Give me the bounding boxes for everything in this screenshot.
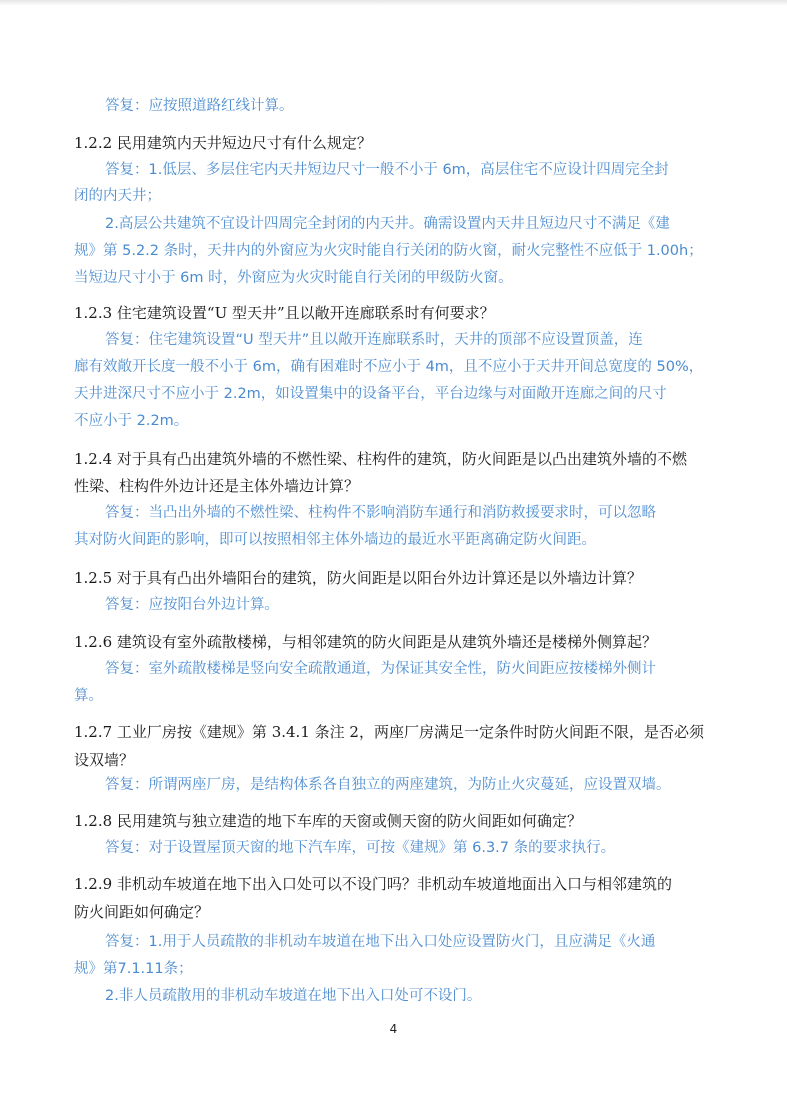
question-line: 1.2.6 建筑设有室外疏散楼梯，与相邻建筑的防火间距是从建筑外墙还是楼梯外侧算起？ xyxy=(74,633,657,651)
question-line: 1.2.8 民用建筑与独立建造的地下车库的天窗或侧天窗的防火间距如何确定？ xyxy=(74,812,582,830)
question-line: 设双墙？ xyxy=(74,751,135,769)
question-line: 防火间距如何确定？ xyxy=(74,903,210,921)
answer-line: 答复：所谓两座厂房，是结构体系各自独立的两座建筑，为防止火灾蔓延，应设置双墙。 xyxy=(105,777,671,793)
answer-line: 答复：当凸出外墙的不燃性梁、柱构件不影响消防车通行和消防救援要求时，可以忽略 xyxy=(105,505,656,521)
question-line: 1.2.5 对于具有凸出外墙阳台的建筑，防火间距是以阳台外边计算还是以外墙边计算？ xyxy=(74,569,642,587)
page-number: 4 xyxy=(389,1022,398,1036)
answer-line: 2.高层公共建筑不宜设计四周完全封闭的内天井。确需设置内天井且短边尺寸不满足《建 xyxy=(105,216,670,232)
answer-line: 规》第 5.2.2 条时，天井内的外窗应为火灾时能自行关闭的防火窗，耐火完整性不应低于 1.00h； xyxy=(74,243,703,259)
answer-line: 2.非人员疏散用的非机动车坡道在地下出入口处可不设门。 xyxy=(105,988,482,1004)
answer-line: 当短边尺寸小于 6m 时，外窗应为火灾时能自行关闭的甲级防火窗。 xyxy=(74,270,513,286)
question-line: 1.2.3 住宅建筑设置“U 型天井”且以敞开连廊联系时有何要求？ xyxy=(74,304,495,322)
answer-line: 答复：住宅建筑设置“U 型天井”且以敞开连廊联系时，天井的顶部不应设置顶盖，连 xyxy=(105,332,643,348)
answer-line: 不应小于 2.2m。 xyxy=(74,413,189,429)
answer-line: 闭的内天井； xyxy=(74,188,161,204)
answer-line: 答复：对于设置屋顶天窗的地下汽车库，可按《建规》第 6.3.7 条的要求执行。 xyxy=(105,840,616,856)
answer-line: 答复：室外疏散楼梯是竖向安全疏散通道，为保证其安全性，防火间距应按楼梯外侧计 xyxy=(105,661,656,677)
answer-line: 天井进深尺寸不应小于 2.2m，如设置集中的设备平台，平台边缘与对面敞开连廊之间的尺寸 xyxy=(74,386,667,402)
question-line: 1.2.2 民用建筑内天井短边尺寸有什么规定？ xyxy=(74,134,372,152)
answer-line: 其对防火间距的影响，即可以按照相邻主体外墙边的最近水平距离确定防火间距。 xyxy=(74,532,596,548)
answer-line: 答复：1.低层、多层住宅内天井短边尺寸一般不小于 6m，高层住宅不应设计四周完全封 xyxy=(105,162,669,178)
top-edge-shadow xyxy=(0,0,787,6)
answer-line: 答复：应按阳台外边计算。 xyxy=(105,597,279,613)
answer-line: 算。 xyxy=(74,688,103,704)
answer-line: 廊有效敞开长度一般不小于 6m，确有困难时不应小于 4m，且不应小于天井开间总宽度的 50%， xyxy=(74,359,704,375)
answer-line: 答复：1.用于人员疏散的非机动车坡道在地下出入口处应设置防火门，且应满足《火通 xyxy=(105,934,656,950)
answer-line: 答复：应按照道路红线计算。 xyxy=(105,98,294,114)
question-line: 1.2.7 工业厂房按《建规》第 3.4.1 条注 2，两座厂房满足一定条件时防火间距不限，是否必须 xyxy=(74,723,704,741)
question-line: 性梁、柱构件外边计还是主体外墙边计算？ xyxy=(74,477,360,495)
answer-line: 规》第7.1.11条； xyxy=(74,961,193,977)
question-line: 1.2.4 对于具有凸出建筑外墙的不燃性梁、柱构件的建筑，防火间距是以凸出建筑外墙的不燃 xyxy=(74,450,687,468)
question-line: 1.2.9 非机动车坡道在地下出入口处可以不设门吗？非机动车坡道地面出入口与相邻建筑的 xyxy=(74,875,672,893)
